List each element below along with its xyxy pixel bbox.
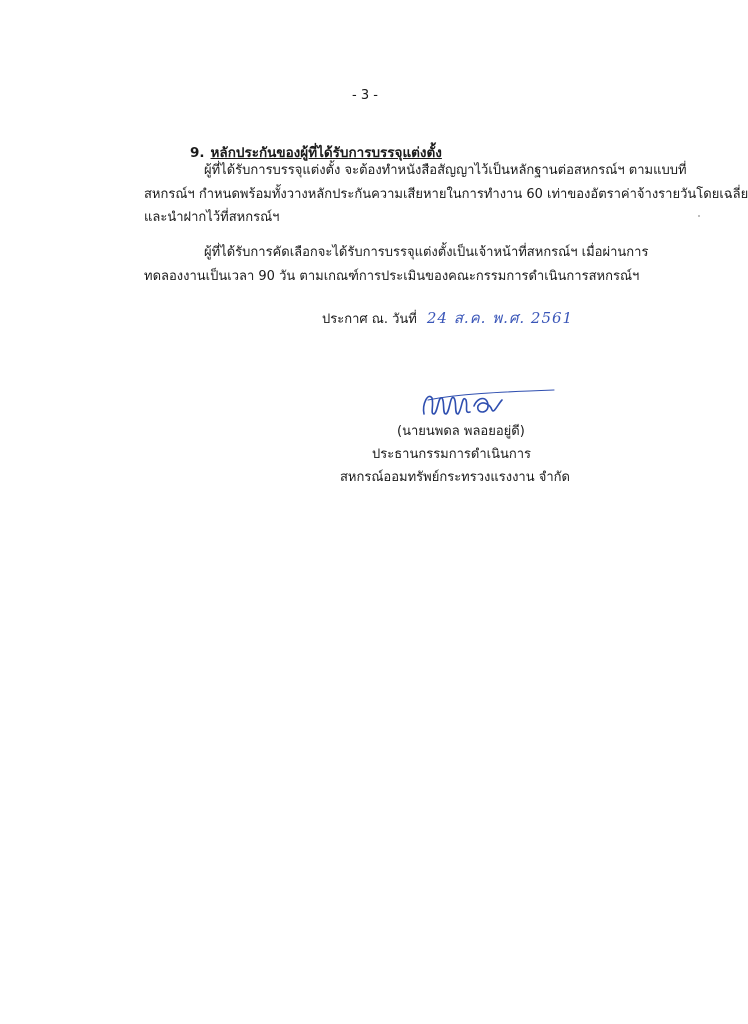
announcement-label: ประกาศ ณ. วันที่ (322, 312, 417, 327)
page-number: - 3 - (352, 88, 378, 103)
signatory-organization: สหกรณ์ออมทรัพย์กระทรวงแรงงาน จำกัด (340, 470, 570, 485)
signatory-position: ประธานกรรมการดำเนินการ (372, 447, 532, 462)
section-number: 9. (190, 145, 205, 161)
scan-speck (698, 215, 700, 217)
signature-image (418, 384, 558, 424)
paragraph-line: สหกรณ์ฯ กำหนดพร้อมทั้งวางหลักประกันความเสียหายในการทำงาน 60 เท่าของอัตราค่าจ้างรายวันโดยเฉลี่ย (144, 186, 748, 202)
announcement-date-row (322, 306, 573, 330)
signatory-name: (นายนพดล พลอยอยู่ดี) (397, 424, 525, 439)
section-title: หลักประกันของผู้ที่ได้รับการบรรจุแต่งตั้ง (210, 145, 442, 161)
paragraph-line: ผู้ที่ได้รับการบรรจุแต่งตั้ง จะต้องทำหนังสือสัญญาไว้เป็นหลักฐานต่อสหกรณ์ฯ ตามแบบที่ (204, 163, 687, 178)
paragraph-line: ทดลองงานเป็นเวลา 90 วัน ตามเกณฑ์การประเมินของคณะกรรมการดำเนินการสหกรณ์ฯ (144, 268, 640, 284)
paragraph-line: และนำฝากไว้ที่สหกรณ์ฯ (144, 210, 280, 225)
paragraph-probation (144, 241, 664, 288)
handwritten-date: 24 ส.ค. พ.ศ. 2561 (426, 309, 574, 327)
paragraph-line: ผู้ที่ได้รับการคัดเลือกจะได้รับการบรรจุแต่งตั้งเป็นเจ้าหน้าที่สหกรณ์ฯ เมื่อผ่านการ (204, 245, 649, 260)
paragraph-guarantee (144, 159, 748, 230)
